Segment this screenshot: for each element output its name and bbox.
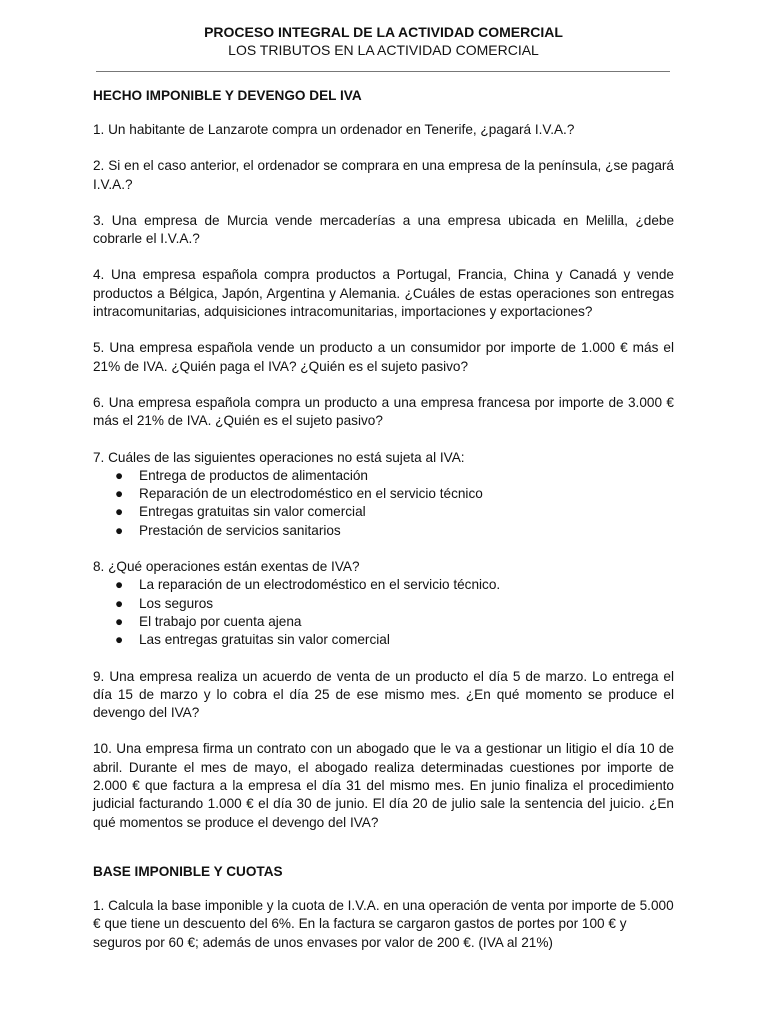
list-item-text: Las entregas gratuitas sin valor comercial	[139, 632, 390, 648]
question-8	[93, 558, 674, 649]
bullet-icon: ●	[115, 632, 124, 648]
list-item-text: Los seguros	[139, 595, 214, 611]
bullet-icon: ●	[115, 504, 124, 520]
bullet-icon: ●	[115, 613, 124, 629]
list-item	[93, 503, 674, 521]
question-10: 10. Una empresa firma un contrato con un abogado que le va a gestionar un litigio el día 10 de abril. Durante el mes de mayo, el abogado realiza determinadas cuestiones por importe de 2.000 € que factura a la empresa el día 31 del mismo mes. En junio finaliza el procedimiento judicial facturando 1.000 € el día 30 de junio. El día 20 de julio sale la sentencia del juicio. ¿En qué momentos se produce el devengo del IVA?	[93, 741, 674, 830]
list-item	[93, 631, 674, 649]
question-base-1: 1. Calcula la base imponible y la cuota de I.V.A. en una operación de venta por importe de 5.000 € que tiene un descuento del 6%. En la factura se cargaron gastos de portes por 100 € y seguros por 60 €; además de unos envases por valor de 200 €. (IVA al 21%)	[93, 897, 674, 950]
question-4: 4. Una empresa española compra productos a Portugal, Francia, China y Canadá y vende productos a Bélgica, Japón, Argentina y Alemania. ¿Cuáles de estas operaciones son entregas intracomunitarias, adquisiciones intracomunitarias, importaciones y exportaciones?	[93, 267, 674, 320]
bullet-icon: ●	[115, 577, 124, 593]
header-divider	[96, 71, 670, 72]
question-8-text: 8. ¿Qué operaciones están exentas de IVA?	[93, 559, 360, 575]
question-7	[93, 449, 674, 540]
list-item	[93, 522, 674, 540]
list-item-text: El trabajo por cuenta ajena	[139, 613, 302, 629]
list-item-text: Entrega de productos de alimentación	[139, 467, 368, 483]
bullet-icon: ●	[115, 595, 124, 611]
question-6: 6. Una empresa española compra un producto a una empresa francesa por importe de 3.000 € más el 21% de IVA. ¿Quién es el sujeto pasivo?	[93, 394, 674, 429]
list-item-text: La reparación de un electrodoméstico en el servicio técnico.	[139, 577, 501, 593]
list-item	[93, 576, 674, 594]
list-item-text: Reparación de un electrodoméstico en el servicio técnico	[139, 486, 483, 502]
section-title-base-imponible: BASE IMPONIBLE Y CUOTAS	[93, 863, 283, 879]
question-7-text: 7. Cuáles de las siguientes operaciones no está sujeta al IVA:	[93, 449, 465, 465]
document-title: PROCESO INTEGRAL DE LA ACTIVIDAD COMERCIAL	[204, 24, 563, 40]
bullet-icon: ●	[115, 467, 124, 483]
question-3: 3. Una empresa de Murcia vende mercaderías a una empresa ubicada en Melilla, ¿debe cobrarle el I.V.A.?	[93, 212, 674, 247]
document-subtitle: LOS TRIBUTOS EN LA ACTIVIDAD COMERCIAL	[228, 42, 539, 58]
list-item	[93, 595, 674, 613]
list-item	[93, 613, 674, 631]
section-title-hecho-imponible: HECHO IMPONIBLE Y DEVENGO DEL IVA	[93, 88, 362, 103]
question-5: 5. Una empresa española vende un producto a un consumidor por importe de 1.000 € más el 21% de IVA. ¿Quién paga el IVA? ¿Quién es el sujeto pasivo?	[93, 340, 674, 374]
list-item	[93, 467, 674, 485]
question-2: 2. Si en el caso anterior, el ordenador se comprara en una empresa de la península, ¿se pagará I.V.A.?	[93, 158, 674, 192]
bullet-icon: ●	[115, 486, 124, 502]
list-item-text: Entregas gratuitas sin valor comercial	[139, 504, 366, 520]
question-8-list	[93, 576, 674, 649]
question-1: 1. Un habitante de Lanzarote compra un ordenador en Tenerife, ¿pagará I.V.A.?	[93, 122, 575, 137]
list-item	[93, 485, 674, 503]
bullet-icon: ●	[115, 522, 124, 538]
document-header	[93, 0, 674, 72]
list-item-text: Prestación de servicios sanitarios	[139, 522, 341, 538]
question-7-list	[93, 467, 674, 540]
question-9: 9. Una empresa realiza un acuerdo de venta de un producto el día 5 de marzo. Lo entrega el día 15 de marzo y lo cobra el día 25 de ese mismo mes. ¿En qué momento se produce el devengo del IVA?	[93, 668, 674, 721]
